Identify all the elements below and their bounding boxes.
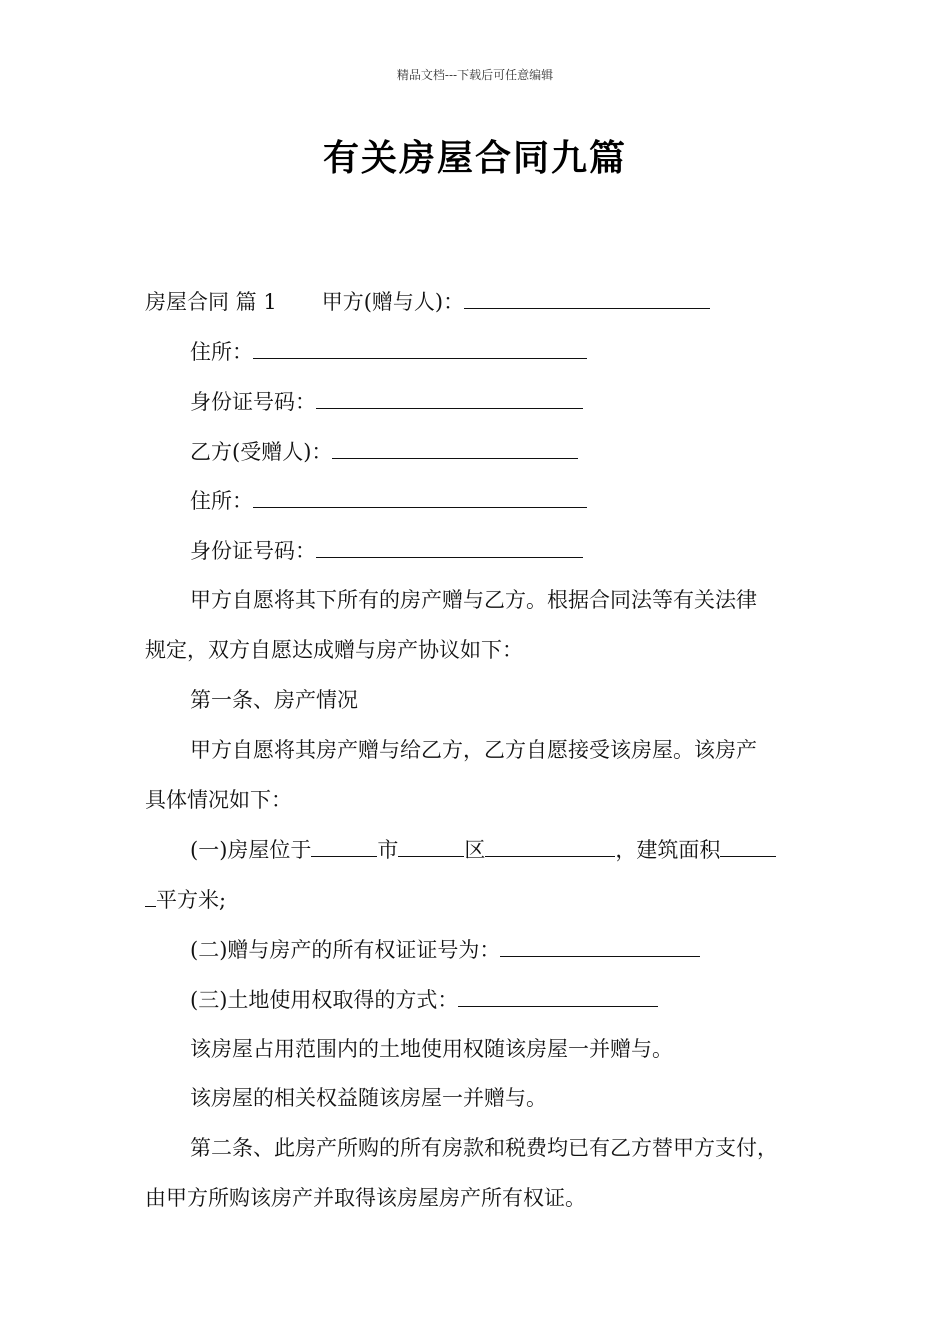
id-label-1: 身份证号码： — [190, 390, 316, 414]
id-line-2 — [190, 535, 583, 566]
id-label-2: 身份证号码： — [190, 539, 316, 563]
item-1-city: 市 — [377, 838, 399, 862]
certificate-number-blank[interactable] — [500, 934, 700, 957]
party-b-blank[interactable] — [332, 436, 578, 459]
address-line-2 — [190, 485, 587, 516]
item-2-label: (二)赠与房产的所有权证证号为： — [190, 938, 501, 962]
paragraph-2-line-1: 甲方自愿将其房产赠与给乙方，乙方自愿接受该房屋。该房产 — [190, 738, 757, 762]
document-title: 有关房屋合同九篇 — [322, 138, 627, 179]
city-blank[interactable] — [311, 834, 377, 857]
address-line-1 — [190, 336, 587, 367]
article-1-heading: 第一条、房产情况 — [190, 688, 358, 712]
item-1-prefix: (一)房屋位于 — [190, 838, 312, 862]
paragraph-1-line-2: 规定，双方自愿达成赠与房产协议如下： — [145, 638, 523, 662]
land-use-method-blank[interactable] — [458, 984, 658, 1007]
id-blank-2[interactable] — [316, 535, 583, 558]
paragraph-4: 该房屋的相关权益随该房屋一并赠与。 — [190, 1086, 547, 1110]
location-blank[interactable] — [485, 834, 615, 857]
district-blank[interactable] — [398, 834, 464, 857]
party-a-line — [145, 286, 710, 317]
item-2-line — [190, 934, 700, 965]
item-1-district: 区 — [464, 838, 486, 862]
area-blank-continued[interactable] — [145, 884, 156, 907]
item-1-continuation — [145, 884, 226, 915]
area-blank[interactable] — [720, 834, 776, 857]
party-b-line — [190, 436, 578, 467]
address-label-1: 住所： — [190, 340, 253, 364]
address-blank-2[interactable] — [253, 485, 587, 508]
paragraph-2-line-2: 具体情况如下： — [145, 788, 292, 812]
party-a-label: 甲方(赠与人)： — [321, 290, 465, 314]
article-2-line-2: 由甲方所购该房产并取得该房屋房产所有权证。 — [145, 1186, 586, 1210]
paragraph-3: 该房屋占用范围内的土地使用权随该房屋一并赠与。 — [190, 1037, 673, 1061]
item-1-line — [190, 834, 776, 865]
party-b-label: 乙方(受赠人)： — [190, 440, 333, 464]
address-label-2: 住所： — [190, 489, 253, 513]
party-a-blank[interactable] — [464, 286, 710, 309]
item-3-label: (三)土地使用权取得的方式： — [190, 988, 459, 1012]
page-header: 精品文档---下载后可任意编辑 — [396, 68, 554, 82]
article-2-line-1: 第二条、此房产所购的所有房款和税费均已有乙方替甲方支付， — [190, 1136, 778, 1160]
item-1-area: ，建筑面积 — [615, 838, 721, 862]
section-label: 房屋合同 篇 1 — [145, 290, 277, 314]
item-1-unit: 平方米; — [156, 888, 227, 912]
id-line-1 — [190, 386, 583, 417]
item-3-line — [190, 984, 658, 1015]
address-blank-1[interactable] — [253, 336, 587, 359]
paragraph-1-line-1: 甲方自愿将其下所有的房产赠与乙方。根据合同法等有关法律 — [190, 588, 757, 612]
id-blank-1[interactable] — [316, 386, 583, 409]
